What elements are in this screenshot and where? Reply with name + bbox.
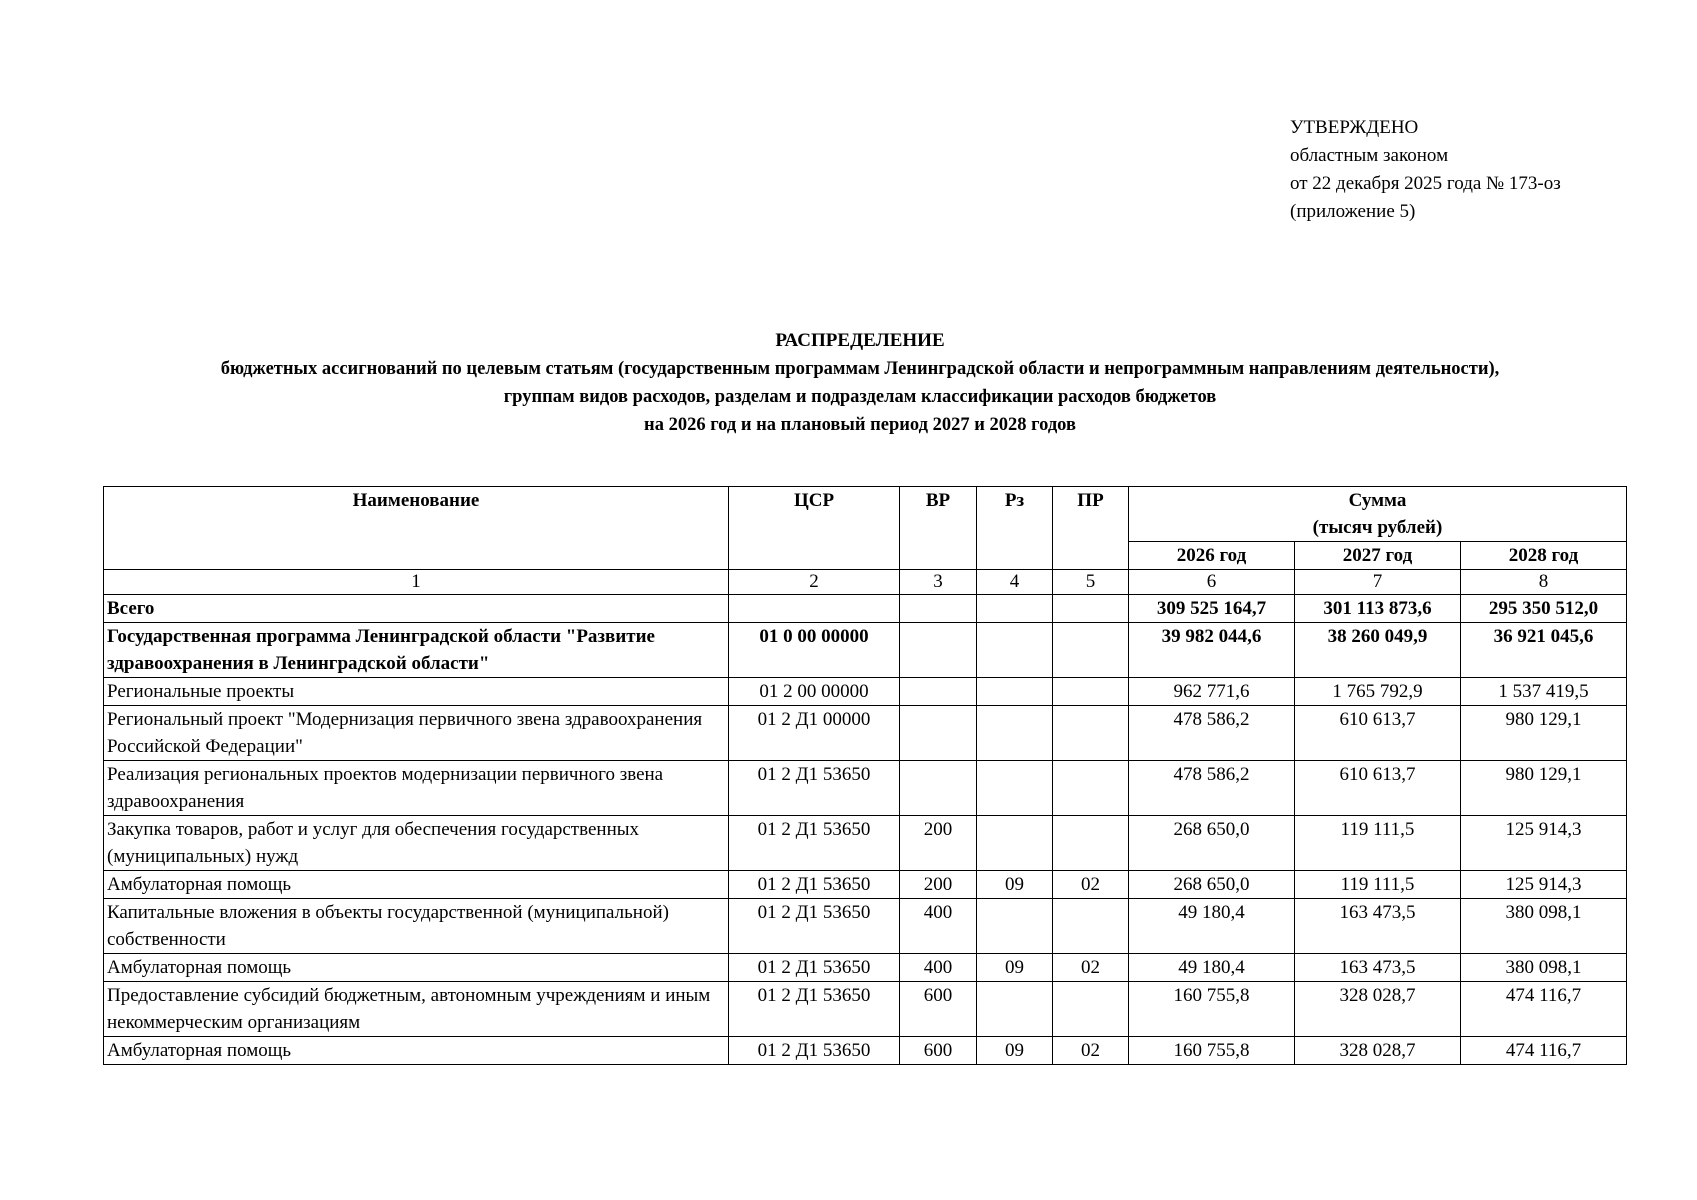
row-name: Региональные проекты <box>104 678 729 706</box>
row-vr <box>900 595 977 623</box>
row-2026: 268 650,0 <box>1129 816 1295 871</box>
row-vr: 400 <box>900 899 977 954</box>
row-vr <box>900 761 977 816</box>
col-number: 1 <box>104 570 729 595</box>
row-csr: 01 2 Д1 53650 <box>729 954 900 982</box>
table-row <box>104 899 1627 954</box>
row-name: Региональный проект "Модернизация первичного звена здравоохранения Российской Федерации" <box>104 706 729 761</box>
row-2026: 478 586,2 <box>1129 761 1295 816</box>
row-csr: 01 2 Д1 53650 <box>729 899 900 954</box>
row-rz <box>977 899 1053 954</box>
col-number: 3 <box>900 570 977 595</box>
row-2027: 163 473,5 <box>1295 899 1461 954</box>
row-2028: 295 350 512,0 <box>1461 595 1627 623</box>
title-line-4: на 2026 год и на плановый период 2027 и 2028 годов <box>644 415 1076 435</box>
row-csr: 01 2 Д1 53650 <box>729 816 900 871</box>
approval-line-2: областным законом <box>1290 145 1449 166</box>
row-2026: 478 586,2 <box>1129 706 1295 761</box>
row-2026: 39 982 044,6 <box>1129 623 1295 678</box>
table-row <box>104 982 1627 1037</box>
row-pr <box>1053 623 1129 678</box>
header-vr: ВР <box>900 487 977 570</box>
col-number: 5 <box>1053 570 1129 595</box>
col-number: 2 <box>729 570 900 595</box>
title-line-2: бюджетных ассигнований по целевым статьям (государственным программам Ленинградской области и непрограммным направлениям деятельности), <box>220 359 1500 379</box>
row-2028: 36 921 045,6 <box>1461 623 1627 678</box>
row-name: Предоставление субсидий бюджетным, автономным учреждениям и иным некоммерческим организациям <box>104 982 729 1037</box>
row-2028: 380 098,1 <box>1461 954 1627 982</box>
header-sum-label: Сумма <box>1348 490 1407 511</box>
header-row-1 <box>104 487 1627 542</box>
row-vr <box>900 678 977 706</box>
row-rz <box>977 816 1053 871</box>
row-2028: 474 116,7 <box>1461 982 1627 1037</box>
row-pr <box>1053 982 1129 1037</box>
row-2027: 328 028,7 <box>1295 982 1461 1037</box>
header-rz: Рз <box>977 487 1053 570</box>
row-csr: 01 2 Д1 53650 <box>729 871 900 899</box>
row-vr: 600 <box>900 982 977 1037</box>
table-body <box>104 595 1627 1065</box>
header-pr: ПР <box>1053 487 1129 570</box>
table-row <box>104 871 1627 899</box>
row-pr <box>1053 899 1129 954</box>
table-row <box>104 816 1627 871</box>
row-2028: 1 537 419,5 <box>1461 678 1627 706</box>
row-csr: 01 2 Д1 53650 <box>729 761 900 816</box>
budget-table <box>103 486 1627 1065</box>
row-name: Закупка товаров, работ и услуг для обеспечения государственных (муниципальных) нужд <box>104 816 729 871</box>
header-sum <box>1129 487 1627 542</box>
row-rz: 09 <box>977 954 1053 982</box>
row-2027: 119 111,5 <box>1295 816 1461 871</box>
header-sum-unit: (тысяч рублей) <box>1312 517 1443 538</box>
row-rz <box>977 982 1053 1037</box>
row-pr <box>1053 678 1129 706</box>
col-number: 8 <box>1461 570 1627 595</box>
table-row <box>104 706 1627 761</box>
document-title <box>0 327 1697 439</box>
title-line-1: РАСПРЕДЕЛЕНИЕ <box>775 330 945 351</box>
table-row <box>104 623 1627 678</box>
table-row <box>104 595 1627 623</box>
row-vr: 200 <box>900 871 977 899</box>
row-name: Государственная программа Ленинградской области "Развитие здравоохранения в Ленинградской области" <box>104 623 729 678</box>
table-row <box>104 761 1627 816</box>
approval-line-4: (приложение 5) <box>1290 201 1416 222</box>
approval-stamp <box>1290 114 1561 226</box>
row-csr: 01 2 Д1 53650 <box>729 1037 900 1065</box>
row-csr: 01 0 00 00000 <box>729 623 900 678</box>
row-2026: 268 650,0 <box>1129 871 1295 899</box>
col-number: 7 <box>1295 570 1461 595</box>
row-2027: 610 613,7 <box>1295 706 1461 761</box>
row-2027: 38 260 049,9 <box>1295 623 1461 678</box>
row-2028: 380 098,1 <box>1461 899 1627 954</box>
row-name: Амбулаторная помощь <box>104 871 729 899</box>
row-rz <box>977 761 1053 816</box>
row-2028: 125 914,3 <box>1461 871 1627 899</box>
table-row <box>104 1037 1627 1065</box>
row-2026: 160 755,8 <box>1129 1037 1295 1065</box>
row-2028: 980 129,1 <box>1461 761 1627 816</box>
row-name: Амбулаторная помощь <box>104 1037 729 1065</box>
row-2027: 301 113 873,6 <box>1295 595 1461 623</box>
row-name: Всего <box>104 595 729 623</box>
row-2027: 163 473,5 <box>1295 954 1461 982</box>
row-2028: 474 116,7 <box>1461 1037 1627 1065</box>
approval-line-3: от 22 декабря 2025 года № 173-оз <box>1290 173 1561 194</box>
header-csr: ЦСР <box>729 487 900 570</box>
row-rz <box>977 595 1053 623</box>
col-number: 6 <box>1129 570 1295 595</box>
row-rz: 09 <box>977 1037 1053 1065</box>
row-rz <box>977 623 1053 678</box>
row-2026: 160 755,8 <box>1129 982 1295 1037</box>
row-rz: 09 <box>977 871 1053 899</box>
row-vr <box>900 623 977 678</box>
title-line-3: группам видов расходов, разделам и подразделам классификации расходов бюджетов <box>503 387 1217 407</box>
header-2027: 2027 год <box>1295 542 1461 570</box>
row-name: Амбулаторная помощь <box>104 954 729 982</box>
row-pr <box>1053 595 1129 623</box>
row-csr: 01 2 Д1 00000 <box>729 706 900 761</box>
row-2026: 309 525 164,7 <box>1129 595 1295 623</box>
row-2027: 610 613,7 <box>1295 761 1461 816</box>
table-row <box>104 678 1627 706</box>
header-name: Наименование <box>104 487 729 570</box>
row-csr: 01 2 00 00000 <box>729 678 900 706</box>
col-number: 4 <box>977 570 1053 595</box>
row-rz <box>977 678 1053 706</box>
row-rz <box>977 706 1053 761</box>
row-vr: 400 <box>900 954 977 982</box>
row-pr: 02 <box>1053 1037 1129 1065</box>
header-2028: 2028 год <box>1461 542 1627 570</box>
row-csr: 01 2 Д1 53650 <box>729 982 900 1037</box>
row-2028: 980 129,1 <box>1461 706 1627 761</box>
row-2028: 125 914,3 <box>1461 816 1627 871</box>
row-pr: 02 <box>1053 871 1129 899</box>
row-2026: 49 180,4 <box>1129 954 1295 982</box>
approval-line-1: УТВЕРЖДЕНО <box>1290 117 1419 138</box>
row-vr: 600 <box>900 1037 977 1065</box>
row-vr: 200 <box>900 816 977 871</box>
table-row <box>104 954 1627 982</box>
row-csr <box>729 595 900 623</box>
row-name: Реализация региональных проектов модернизации первичного звена здравоохранения <box>104 761 729 816</box>
row-2027: 119 111,5 <box>1295 871 1461 899</box>
row-name: Капитальные вложения в объекты государственной (муниципальной) собственности <box>104 899 729 954</box>
header-2026: 2026 год <box>1129 542 1295 570</box>
column-number-row <box>104 570 1627 595</box>
row-vr <box>900 706 977 761</box>
row-pr <box>1053 816 1129 871</box>
row-pr <box>1053 761 1129 816</box>
row-2026: 962 771,6 <box>1129 678 1295 706</box>
row-pr: 02 <box>1053 954 1129 982</box>
row-2027: 1 765 792,9 <box>1295 678 1461 706</box>
row-pr <box>1053 706 1129 761</box>
row-2027: 328 028,7 <box>1295 1037 1461 1065</box>
row-2026: 49 180,4 <box>1129 899 1295 954</box>
